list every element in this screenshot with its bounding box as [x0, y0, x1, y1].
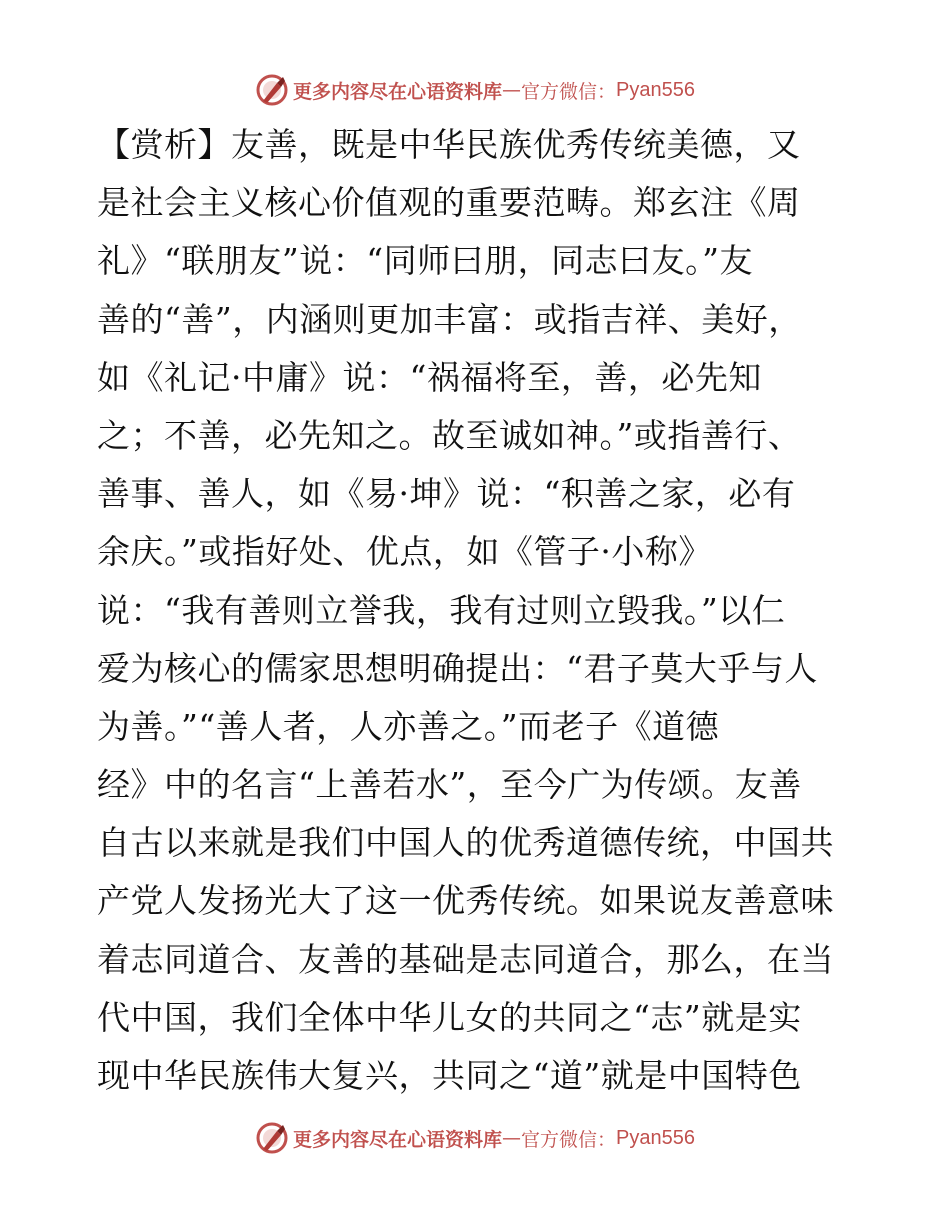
- text-line: 爱为核心的儒家思想明确提出：“君子莫大乎与人: [97, 648, 818, 688]
- text-line: 之；不善，必先知之。故至诚如神。”或指善行、: [97, 415, 802, 455]
- text-line: 现中华民族伟大复兴，共同之“道”就是中国特色: [97, 1056, 802, 1095]
- text-line: 如《礼记·中庸》说：“祸福将至，善，必先知: [97, 357, 762, 397]
- text-line: 说：“我有善则立誉我，我有过则立毁我。”以仁: [97, 590, 786, 630]
- watermark-label: 官方微信：: [521, 80, 617, 103]
- text-line: 代中国，我们全体中华儿女的共同之“志”就是实: [97, 997, 802, 1037]
- watermark-label: 官方微信：: [521, 1128, 617, 1151]
- footer-watermark: [0, 1118, 950, 1158]
- watermark-id: Pyan556: [616, 1126, 695, 1149]
- text-line: 善事、善人，如《易·坤》说：“积善之家，必有: [97, 474, 796, 514]
- text-line: 为善。”“善人者，人亦善之。”而老子《道德: [97, 706, 720, 746]
- body-text: [97, 116, 853, 1105]
- text-line: 着志同道合、友善的基础是志同道合，那么，在当: [97, 939, 834, 979]
- pen-nib-logo-icon: [255, 73, 289, 107]
- text-line: 是社会主义核心价值观的重要范畴。郑玄注《周: [97, 183, 801, 223]
- text-line: 经》中的名言“上善若水”，至今广为传颂。友善: [97, 765, 802, 805]
- text-line: 【赏析】友善，既是中华民族优秀传统美德，又: [97, 125, 801, 164]
- text-line: 礼》“联朋友”说：“同师曰朋，同志曰友。”友: [97, 241, 753, 281]
- text-line: 余庆。”或指好处、优点，如《管子·小称》: [97, 532, 712, 572]
- pen-nib-logo-icon: [255, 1121, 289, 1155]
- header-watermark: [0, 70, 950, 110]
- watermark-separator: —: [502, 79, 522, 101]
- watermark-brand: 更多内容尽在心语资料库: [293, 80, 503, 103]
- text-line: 自古以来就是我们中国人的优秀道德传统，中国共: [97, 823, 834, 863]
- watermark-id: Pyan556: [616, 78, 695, 101]
- text-line: 产党人发扬光大了这一优秀传统。如果说友善意味: [97, 881, 834, 921]
- watermark-separator: —: [502, 1127, 522, 1149]
- text-line: 善的“善”，内涵则更加丰富：或指吉祥、美好，: [97, 299, 802, 339]
- watermark-brand: 更多内容尽在心语资料库: [293, 1128, 503, 1151]
